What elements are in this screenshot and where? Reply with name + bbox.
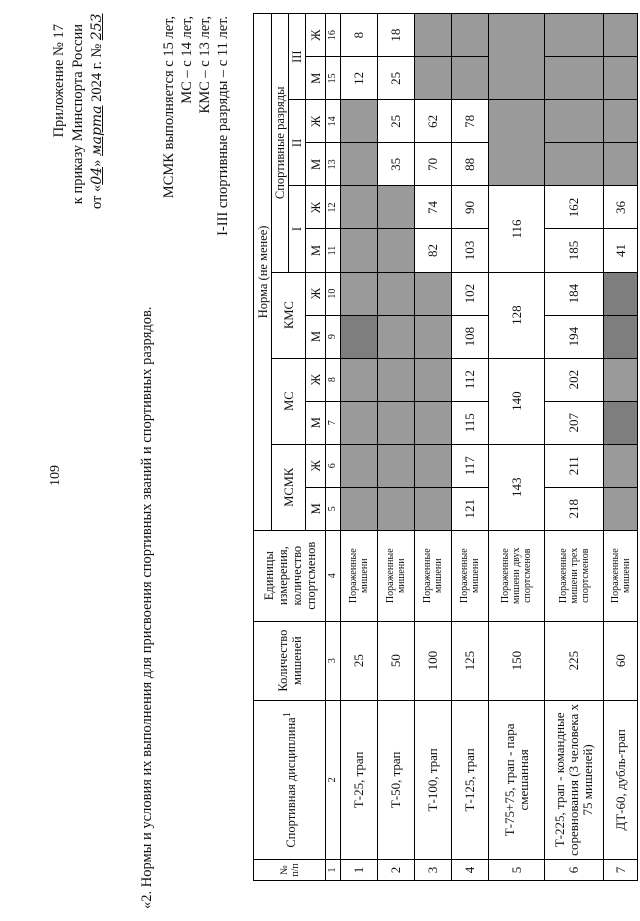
rank-2-zh-header: Ж	[306, 100, 326, 143]
ms-zh-cell	[378, 358, 415, 401]
index-cell: 12	[326, 186, 341, 229]
col-num-header: № п/п	[254, 860, 326, 881]
kms-m-cell	[378, 315, 415, 358]
row-number: 1	[341, 860, 378, 881]
rank-1-m-cell	[341, 229, 378, 272]
kms-m-header: М	[306, 315, 326, 358]
date-prefix: от «	[89, 184, 105, 209]
kms-header: КМС	[272, 272, 306, 358]
table-row	[545, 14, 604, 881]
ms-m-cell: 115	[452, 401, 489, 444]
rank-3-header: III	[289, 14, 306, 100]
ms-m-cell: 207	[545, 401, 604, 444]
appendix-order-ref: к приказу Минспорта России	[70, 24, 86, 205]
rank-1-mixed-cell: 116	[489, 186, 545, 272]
index-cell: 8	[326, 358, 341, 401]
index-cell: 4	[326, 530, 341, 621]
rank-1-zh-cell: 36	[604, 186, 638, 229]
ms-mixed-cell: 140	[489, 358, 545, 444]
msmk-zh-cell	[415, 444, 452, 487]
footnote-mark: 1	[281, 712, 293, 718]
msmk-zh-cell: 117	[452, 444, 489, 487]
index-cell: 16	[326, 14, 341, 57]
column-index-row	[326, 14, 341, 881]
kms-m-cell	[341, 315, 378, 358]
units-cell: Пораженные мишени	[452, 530, 489, 621]
ms-header: МС	[272, 358, 306, 444]
ms-zh-cell: 202	[545, 358, 604, 401]
rank-2-header: II	[289, 100, 306, 186]
page-number: 109	[48, 465, 63, 486]
date-year: 2024 г. №	[89, 43, 105, 102]
norms-table	[253, 13, 638, 881]
order-number-handwritten: 253	[89, 13, 105, 41]
rank-1-m-header: М	[306, 229, 326, 272]
msmk-zh-cell: 211	[545, 444, 604, 487]
date-month-handwritten: марта	[89, 105, 105, 157]
age-kms: КМС – с 13 лет,	[197, 16, 213, 114]
ms-zh-cell	[604, 358, 638, 401]
discipline-cell: ДТ-60, дубль-трап	[604, 700, 638, 859]
targets-cell: 50	[378, 621, 415, 700]
rank-3-m-cell: 25	[378, 57, 415, 100]
row-number: 4	[452, 860, 489, 881]
msmk-m-cell: 218	[545, 487, 604, 530]
rank-2-m-cell	[604, 143, 638, 186]
appendix-date-line	[88, 13, 107, 209]
index-cell: 10	[326, 272, 341, 315]
age-ms: МС – с 14 лет,	[179, 16, 195, 104]
norms-table-wrapper	[253, 13, 638, 881]
msmk-zh-cell	[341, 444, 378, 487]
kms-m-cell	[415, 315, 452, 358]
table-row	[415, 14, 452, 881]
age-msmk: МСМК выполняется с 15 лет,	[161, 16, 177, 199]
rank-2-zh-cell: 78	[452, 100, 489, 143]
targets-cell: 225	[545, 621, 604, 700]
ms-m-cell	[378, 401, 415, 444]
units-cell: Пораженные мишени	[415, 530, 452, 621]
rank-1-zh-cell: 90	[452, 186, 489, 229]
rank-2-m-cell	[341, 143, 378, 186]
rank-3-zh-cell	[452, 14, 489, 57]
rank-2-zh-cell: 25	[378, 100, 415, 143]
row-number: 5	[489, 860, 545, 881]
rank-3-zh-header: Ж	[306, 14, 326, 57]
rank-1-zh-cell	[341, 186, 378, 229]
rank-3-zh-cell	[545, 14, 604, 57]
discipline-cell: Т-75+75, трап - пара смешанная	[489, 700, 545, 859]
col-units-header: Единицы измерения, количество спортсменов	[254, 530, 326, 621]
discipline-cell: Т-50, трап	[378, 700, 415, 859]
msmk-m-cell	[415, 487, 452, 530]
table-row	[378, 14, 415, 881]
rank-3-zh-cell	[415, 14, 452, 57]
row-number: 7	[604, 860, 638, 881]
rank-2-m-header: М	[306, 143, 326, 186]
rank-3-m-cell	[604, 57, 638, 100]
ms-zh-cell: 112	[452, 358, 489, 401]
rank-3-m-header: М	[306, 57, 326, 100]
units-cell: Пораженные мишени двух спортсменов	[489, 530, 545, 621]
kms-m-cell: 194	[545, 315, 604, 358]
rank-1-m-cell	[378, 229, 415, 272]
msmk-m-cell	[341, 487, 378, 530]
msmk-header: МСМК	[272, 444, 306, 530]
ms-zh-cell	[341, 358, 378, 401]
rank-1-zh-cell: 162	[545, 186, 604, 229]
ms-m-header: М	[306, 401, 326, 444]
section-title: «2. Нормы и условия их выполнения для присвоения спортивных званий и спортивных разрядов.	[139, 306, 155, 909]
table-row	[341, 14, 378, 881]
msmk-m-cell	[604, 487, 638, 530]
age-requirements	[160, 16, 232, 421]
kms-zh-cell	[604, 272, 638, 315]
index-cell: 1	[326, 860, 341, 881]
rank-3-zh-cell: 8	[341, 14, 378, 57]
rank-1-zh-cell	[378, 186, 415, 229]
index-cell: 14	[326, 100, 341, 143]
rank-1-header: I	[289, 186, 306, 272]
discipline-cell: Т-100, трап	[415, 700, 452, 859]
index-cell: 6	[326, 444, 341, 487]
index-cell: 13	[326, 143, 341, 186]
table-row	[452, 14, 489, 881]
msmk-m-cell	[378, 487, 415, 530]
rank-3-m-cell	[545, 57, 604, 100]
index-cell: 5	[326, 487, 341, 530]
targets-cell: 150	[489, 621, 545, 700]
targets-cell: 100	[415, 621, 452, 700]
index-cell: 7	[326, 401, 341, 444]
col-targets-header: Количество мишеней	[254, 621, 326, 700]
row-number: 3	[415, 860, 452, 881]
rank-3-mixed-cell	[489, 14, 545, 100]
targets-cell: 125	[452, 621, 489, 700]
kms-m-cell: 108	[452, 315, 489, 358]
appendix-header	[50, 13, 107, 209]
kms-zh-cell: 102	[452, 272, 489, 315]
ms-m-cell	[604, 401, 638, 444]
msmk-m-cell: 121	[452, 487, 489, 530]
rank-1-zh-cell: 74	[415, 186, 452, 229]
header-row-1	[254, 14, 272, 881]
ms-m-cell	[415, 401, 452, 444]
discipline-cell: Т-125, трап	[452, 700, 489, 859]
rank-2-zh-cell	[604, 100, 638, 143]
rank-2-m-cell: 35	[378, 143, 415, 186]
table-row	[489, 14, 545, 881]
targets-cell: 25	[341, 621, 378, 700]
rank-2-mixed-cell	[489, 100, 545, 186]
kms-mixed-cell: 128	[489, 272, 545, 358]
targets-cell: 60	[604, 621, 638, 700]
kms-m-cell	[604, 315, 638, 358]
index-cell: 3	[326, 621, 341, 700]
kms-zh-cell: 184	[545, 272, 604, 315]
discipline-cell: Т-225, трап - командные соревнования (3 человека х 75 мишеней)	[545, 700, 604, 859]
rank-3-m-cell: 12	[341, 57, 378, 100]
row-number: 6	[545, 860, 604, 881]
rank-1-m-cell: 185	[545, 229, 604, 272]
index-cell: 2	[326, 700, 341, 859]
rank-2-zh-cell	[341, 100, 378, 143]
rank-3-m-cell	[415, 57, 452, 100]
units-cell: Пораженные мишени	[378, 530, 415, 621]
table-row	[604, 14, 638, 881]
date-mid: »	[89, 159, 105, 167]
appendix-title: Приложение № 17	[51, 24, 67, 138]
index-cell: 11	[326, 229, 341, 272]
rank-1-m-cell: 103	[452, 229, 489, 272]
rank-2-m-cell: 88	[452, 143, 489, 186]
age-ranks: I-III спортивные разряды – с 11 лет.	[215, 16, 231, 236]
units-cell: Пораженные мишени	[604, 530, 638, 621]
discipline-header-text: Спортивная дисциплина	[284, 717, 299, 848]
rank-2-zh-cell	[545, 100, 604, 143]
msmk-m-header: М	[306, 487, 326, 530]
units-cell: Пораженные мишени	[341, 530, 378, 621]
rank-2-m-cell	[545, 143, 604, 186]
msmk-zh-header: Ж	[306, 444, 326, 487]
rank-3-zh-cell: 18	[378, 14, 415, 57]
rank-2-zh-cell: 62	[415, 100, 452, 143]
index-cell: 9	[326, 315, 341, 358]
msmk-zh-cell	[604, 444, 638, 487]
rank-1-m-cell: 82	[415, 229, 452, 272]
col-discipline-header	[254, 700, 326, 859]
msmk-mixed-cell: 143	[489, 444, 545, 530]
ms-zh-cell	[415, 358, 452, 401]
kms-zh-cell	[341, 272, 378, 315]
ms-m-cell	[341, 401, 378, 444]
rank-1-m-cell: 41	[604, 229, 638, 272]
kms-zh-header: Ж	[306, 272, 326, 315]
units-cell: Пораженные мишени трех спортсменов	[545, 530, 604, 621]
ms-zh-header: Ж	[306, 358, 326, 401]
row-number: 2	[378, 860, 415, 881]
msmk-zh-cell	[378, 444, 415, 487]
rank-3-m-cell	[452, 57, 489, 100]
date-day-handwritten: 04	[89, 166, 105, 185]
norm-header: Норма (не менее)	[254, 14, 272, 531]
rank-2-m-cell: 70	[415, 143, 452, 186]
index-cell: 15	[326, 57, 341, 100]
discipline-cell: Т-25, трап	[341, 700, 378, 859]
ranks-header: Спортивные разряды	[272, 14, 289, 273]
kms-zh-cell	[415, 272, 452, 315]
kms-zh-cell	[378, 272, 415, 315]
rank-1-zh-header: Ж	[306, 186, 326, 229]
rank-3-zh-cell	[604, 14, 638, 57]
